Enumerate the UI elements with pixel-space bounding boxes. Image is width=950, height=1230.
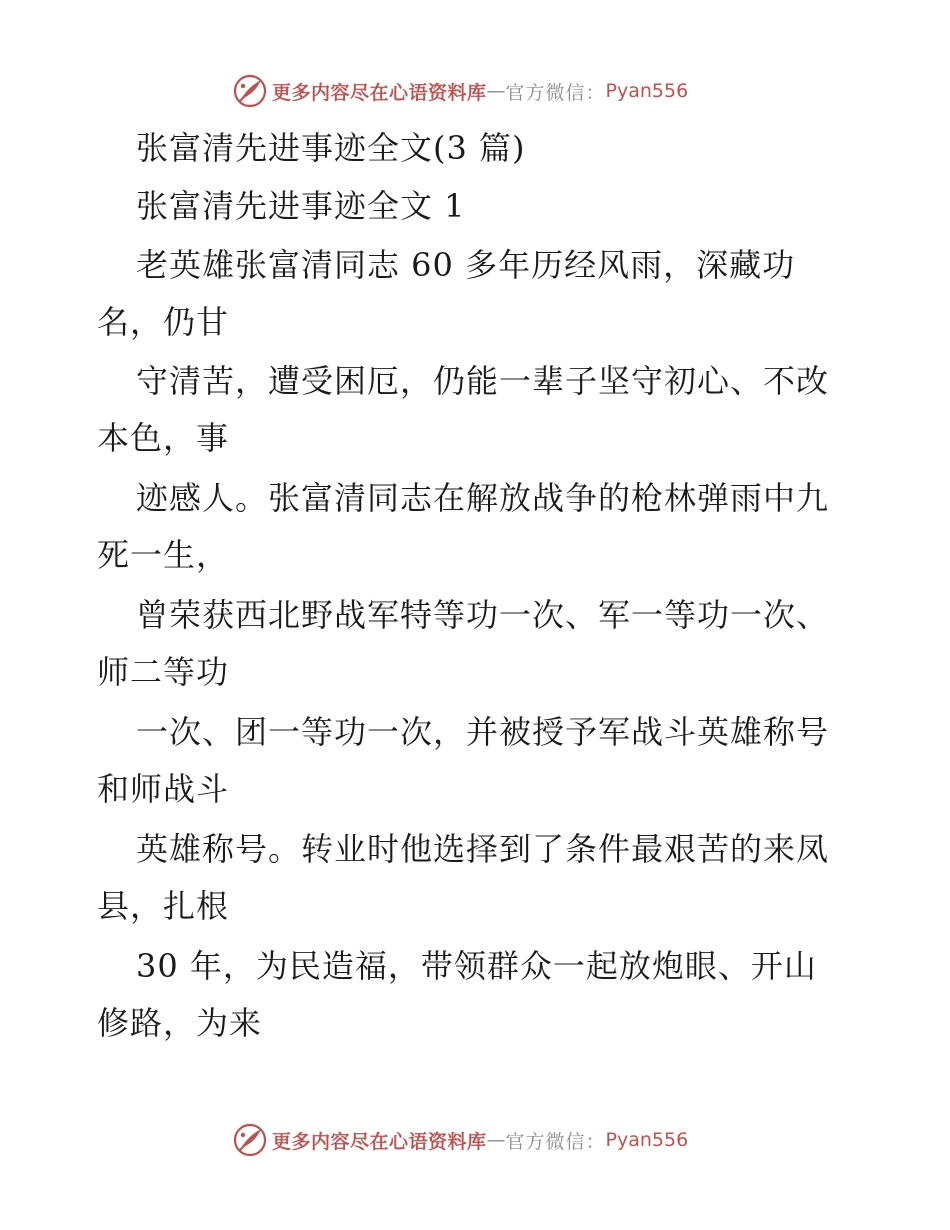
text-line: 本色，事 xyxy=(97,419,230,457)
text-line: 英雄称号。转业时他选择到了条件最艰苦的来凤 xyxy=(136,830,830,868)
wechat-label: 官方微信： xyxy=(505,1130,606,1153)
document-title: 张富清先进事迹全文(3 篇) xyxy=(136,129,526,167)
banner-separator: — xyxy=(486,1129,506,1151)
text-line: 迹感人。张富清同志在解放战争的枪林弹雨中九 xyxy=(136,479,830,517)
header-banner xyxy=(232,71,688,111)
text-line: 30 年，为民造福，带领群众一起放炮眼、开山 xyxy=(136,947,817,985)
wechat-label: 官方微信： xyxy=(505,81,606,104)
text-line: 守清苦，遭受困厄，仍能一辈子坚守初心、不改 xyxy=(136,362,830,400)
feather-pen-logo-icon xyxy=(232,1122,268,1158)
text-line: 和师战斗 xyxy=(97,770,230,808)
wechat-handle: Pyan556 xyxy=(605,80,689,102)
section-heading: 张富清先进事迹全文 1 xyxy=(136,187,466,225)
text-line: 县，扎根 xyxy=(97,887,230,925)
feather-pen-logo-icon xyxy=(232,73,268,109)
footer-banner xyxy=(232,1120,688,1160)
text-line: 修路，为来 xyxy=(97,1004,263,1042)
site-name: 更多内容尽在心语资料库 xyxy=(272,1130,487,1153)
text-line: 老英雄张富清同志 60 多年历经风雨，深藏功 xyxy=(136,246,796,284)
text-line: 曾荣获西北野战军特等功一次、军一等功一次、 xyxy=(136,596,830,634)
banner-separator: — xyxy=(486,80,506,102)
text-line: 死一生， xyxy=(97,536,230,574)
text-line: 师二等功 xyxy=(97,653,230,691)
text-line: 一次、团一等功一次，并被授予军战斗英雄称号 xyxy=(136,713,830,751)
text-line: 名，仍甘 xyxy=(97,303,230,341)
wechat-handle: Pyan556 xyxy=(605,1129,689,1151)
site-name: 更多内容尽在心语资料库 xyxy=(272,81,487,104)
